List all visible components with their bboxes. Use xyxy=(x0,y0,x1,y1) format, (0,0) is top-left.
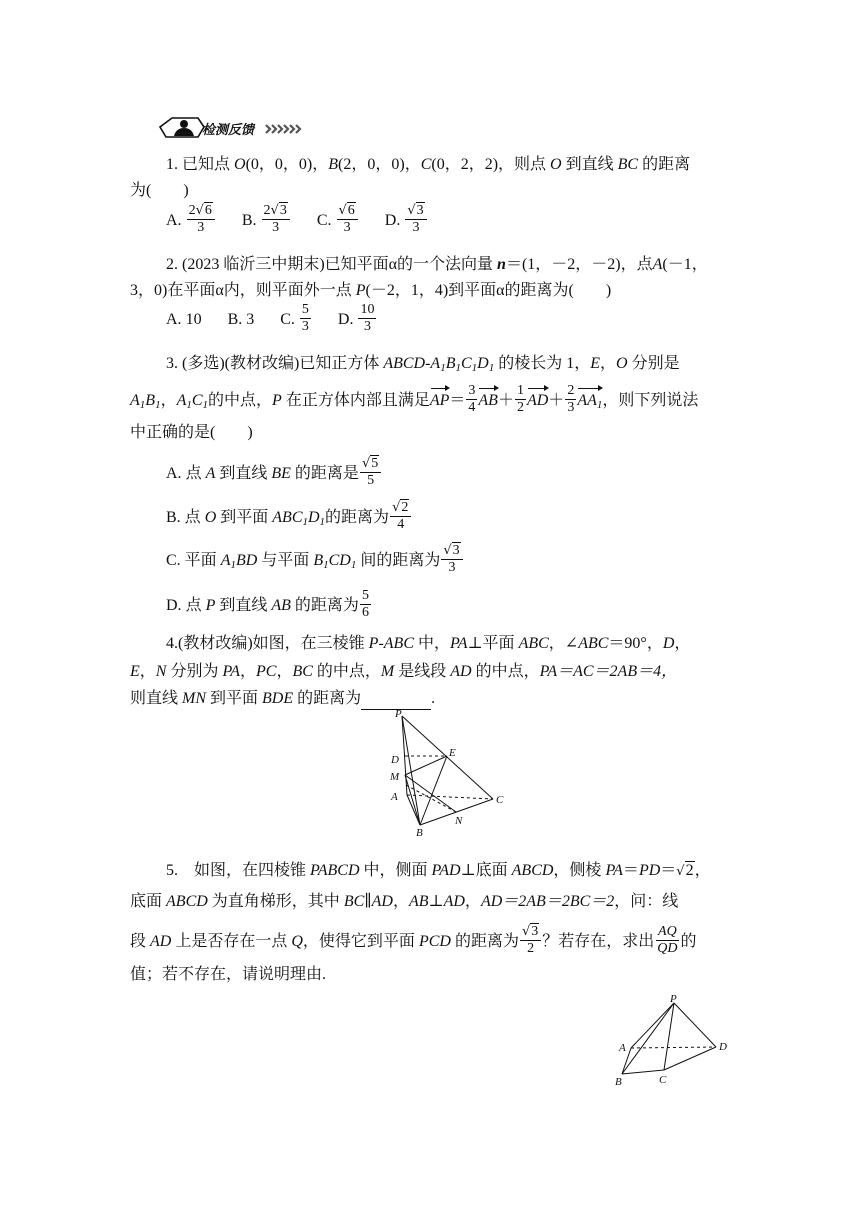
q1-option-a: A. $\frac{2√6}{3}$ xyxy=(166,212,216,229)
fig4-label-p: P xyxy=(395,708,402,720)
fig4-label-b: B xyxy=(416,827,423,838)
q3-option-b: B. 点 O 到平面 $ABC_1D_1$的距离为 $\frac{√2}{4}$ xyxy=(166,502,412,535)
q2-option-c: C. $\frac{5}{3}$ xyxy=(280,302,309,334)
q3-line1: 3. (多选)(教材改编)已知正方体 ABCD-$A_1B_1C_1D_1$ 的棱长为 1，E，O 分别是 xyxy=(166,355,680,374)
fig5-label-d: D xyxy=(719,1041,727,1053)
q1-option-d: D. $\frac{√3}{3}$ xyxy=(385,212,428,229)
q1-option-b: B. $\frac{2√3}{3}$ xyxy=(242,212,291,229)
q1-option-c: C. $\frac{√6}{3}$ xyxy=(317,212,359,229)
fig4-label-n: N xyxy=(455,815,463,827)
q1-line1: 1. 已知点 O(0，0，0)，B(2，0，0)，C(0，2，2)，则点 O 到直线 BC 的距离 xyxy=(166,156,691,173)
fig4-label-c: C xyxy=(496,794,504,806)
q2-option-b: B. 3 xyxy=(227,311,255,329)
q4-line2: E，N 分别为 PA，PC，BC 的中点，M 是线段 AD 的中点，PA＝AC＝2AB＝4， xyxy=(130,663,678,680)
q5-line1: 5. 如图，在四棱锥 PABCD 中，侧面 PAD⊥底面 ABCD，侧棱 PA＝PD＝√2， xyxy=(166,862,711,879)
fig4-label-e: E xyxy=(449,747,456,759)
fig4-label-d: D xyxy=(391,754,399,766)
q3-option-d: D. 点 P 到直线 AB 的距离为 $\frac{5}{6}$ xyxy=(166,588,369,620)
fig4-label-m: M xyxy=(390,771,400,783)
q4-tetrahedron-figure xyxy=(385,708,525,838)
q1-line2: 为( ) xyxy=(130,182,189,199)
q2-line1: 2. (2023 临沂三中期末)已知平面α的一个法向量 n＝(1，－2，－2)，点A(－1， xyxy=(166,256,708,273)
fig4-label-a: A xyxy=(391,791,398,803)
q4-line3: 则直线 MN 到平面 BDE 的距离为 . xyxy=(130,688,435,710)
q2-options xyxy=(166,304,377,337)
q1-options xyxy=(166,205,428,238)
q3-line3: 中正确的是( ) xyxy=(130,424,253,441)
q2-option-d: D. $\frac{10}{3}$ xyxy=(337,302,375,334)
q5-line4: 值；若不存在，请说明理由. xyxy=(130,966,327,983)
q2-option-a: A. 10 xyxy=(166,311,202,329)
fig5-label-a: A xyxy=(619,1042,626,1054)
q3-line2: $A_1B_1$，$A_1C_1$的中点，P 在正方体内部且满足AP＝ $\frac{3}{4}$ AB＋ $\frac{1}{2}$ AD＋ $\frac{2}{3}$ $AA_1$，则下列说法 xyxy=(130,383,699,415)
q5-pyramid-figure xyxy=(612,994,742,1089)
q3-option-a: A. 点 A 到直线 BE 的距离是 $\frac{√5}{5}$ xyxy=(166,458,382,491)
q3-option-c: C. 平面 $A_1BD$ 与平面 $B_1CD_1$ 间的距离为 $\frac{√3}{3}$ xyxy=(166,545,464,578)
q2-line2: 3，0)在平面α内，则平面外一点 P(－2，1，4)到平面α的距离为( ) xyxy=(130,282,612,299)
q5-line2: 底面 ABCD 为直角梯形，其中 BC∥AD，AB⊥AD，AD＝2AB＝2BC＝2，问：线 xyxy=(130,893,679,910)
section-title: 检测反馈 xyxy=(202,123,255,138)
fig5-label-c: C xyxy=(659,1074,667,1086)
q4-line1: 4.(教材改编)如图，在三棱锥 P-ABC 中，PA⊥平面 ABC，∠ABC＝90°，D， xyxy=(166,635,691,652)
fig5-label-b: B xyxy=(615,1076,622,1088)
section-header xyxy=(158,115,308,143)
q5-line3: 段 AD 上是否存在一点 Q，使得它到平面 PCD 的距离为 $\frac{√3}{2}$ ？若存在，求出 $\frac{AQ}{QD}$ 的 xyxy=(130,924,697,956)
fig5-label-p: P xyxy=(670,994,677,1005)
